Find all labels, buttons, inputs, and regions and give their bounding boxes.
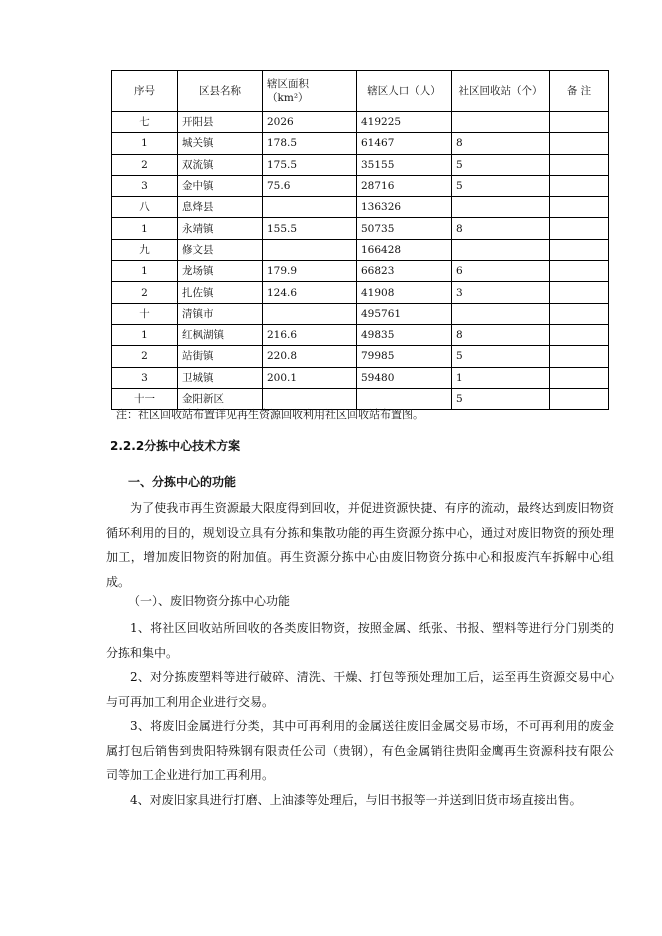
row-remarks [550, 175, 609, 196]
header-district: 区县名称 [178, 71, 263, 112]
table-row [112, 261, 609, 282]
table-row [112, 154, 609, 175]
row-stations: 5 [452, 388, 550, 409]
table-row [112, 346, 609, 367]
row-seq: 2 [112, 154, 178, 175]
row-remarks [550, 112, 609, 133]
row-district: 卫城镇 [178, 367, 263, 388]
row-area: 175.5 [263, 154, 357, 175]
row-area: 2026 [263, 112, 357, 133]
row-remarks [550, 197, 609, 218]
row-remarks [550, 261, 609, 282]
row-seq: 3 [112, 175, 178, 196]
table-row [112, 133, 609, 154]
district-recycling-table [111, 70, 609, 410]
table-row [112, 175, 609, 196]
row-area [263, 239, 357, 260]
row-area: 179.9 [263, 261, 357, 282]
table-row [112, 367, 609, 388]
row-area: 220.8 [263, 346, 357, 367]
row-stations: 8 [452, 218, 550, 239]
row-remarks [550, 324, 609, 345]
row-population: 59480 [357, 367, 452, 388]
row-seq: 1 [112, 218, 178, 239]
row-district: 修文县 [178, 239, 263, 260]
row-area [263, 197, 357, 218]
row-district: 城关镇 [178, 133, 263, 154]
table-row [112, 324, 609, 345]
row-stations: 5 [452, 154, 550, 175]
row-population: 79985 [357, 346, 452, 367]
table-row [112, 218, 609, 239]
row-remarks [550, 367, 609, 388]
row-area: 124.6 [263, 282, 357, 303]
table-row [112, 239, 609, 260]
row-district: 清镇市 [178, 303, 263, 324]
row-seq: 十 [112, 303, 178, 324]
row-remarks [550, 282, 609, 303]
row-remarks [550, 346, 609, 367]
row-seq: 3 [112, 367, 178, 388]
row-area: 200.1 [263, 367, 357, 388]
row-stations [452, 197, 550, 218]
row-remarks [550, 303, 609, 324]
row-remarks [550, 218, 609, 239]
row-stations: 8 [452, 133, 550, 154]
row-stations: 8 [452, 324, 550, 345]
row-population: 136326 [357, 197, 452, 218]
item-heading: （一）、废旧物资分拣中心功能 [128, 594, 291, 608]
row-district: 金中镇 [178, 175, 263, 196]
sub-heading: 一、分拣中心的功能 [128, 475, 237, 489]
table-header-row [112, 71, 609, 112]
row-stations [452, 112, 550, 133]
header-seq: 序号 [112, 71, 178, 112]
list-item-1: 1、将社区回收站所回收的各类废旧物资，按照金属、纸张、书报、塑料等进行分门别类的分拣和集中。 [106, 621, 614, 660]
row-district: 双流镇 [178, 154, 263, 175]
row-seq: 2 [112, 346, 178, 367]
row-population: 61467 [357, 133, 452, 154]
row-area: 178.5 [263, 133, 357, 154]
row-district: 息烽县 [178, 197, 263, 218]
row-district: 站街镇 [178, 346, 263, 367]
row-stations: 6 [452, 261, 550, 282]
row-seq: 2 [112, 282, 178, 303]
row-stations: 5 [452, 346, 550, 367]
row-district: 红枫湖镇 [178, 324, 263, 345]
header-area: 辖区面积 （km²） [263, 71, 357, 112]
row-remarks [550, 133, 609, 154]
header-population: 辖区人口（人） [357, 71, 452, 112]
row-seq: 七 [112, 112, 178, 133]
table-row [112, 197, 609, 218]
row-seq: 十一 [112, 388, 178, 409]
row-seq: 1 [112, 261, 178, 282]
header-remarks: 备 注 [550, 71, 609, 112]
table-body [112, 112, 609, 410]
row-area: 216.6 [263, 324, 357, 345]
list-item-3: 3、将废旧金属进行分类，其中可再利用的金属送往废旧金属交易市场，不可再利用的废金属打包后销售到贵阳特殊钢有限责任公司（贵钢），有色金属销往贵阳金鹰再生资源科技有限公司等加工企业进行加工再利用。 [106, 719, 614, 782]
intro-paragraph: 为了使我市再生资源最大限度得到回收，并促进资源快捷、有序的流动，最终达到废旧物资循环利用的目的，规划设立具有分拣和集散功能的再生资源分拣中心，通过对废旧物资的预处理加工，增加废旧物资的附加值。再生资源分拣中心由废旧物资分拣中心和报废汽车拆解中心组成。 [106, 501, 614, 589]
row-district: 金阳新区 [178, 388, 263, 409]
section-heading: 2.2.2分拣中心技术方案 [110, 439, 241, 453]
row-population: 41908 [357, 282, 452, 303]
row-stations: 1 [452, 367, 550, 388]
row-seq: 1 [112, 324, 178, 345]
row-population: 35155 [357, 154, 452, 175]
row-district: 龙场镇 [178, 261, 263, 282]
row-population: 419225 [357, 112, 452, 133]
row-remarks [550, 239, 609, 260]
row-seq: 八 [112, 197, 178, 218]
row-population: 49835 [357, 324, 452, 345]
row-district: 永靖镇 [178, 218, 263, 239]
row-remarks [550, 154, 609, 175]
row-stations [452, 239, 550, 260]
header-stations: 社区回收站（个） [452, 71, 550, 112]
row-seq: 九 [112, 239, 178, 260]
row-population: 495761 [357, 303, 452, 324]
table-note: 注：社区回收站布置详见再生资源回收利用社区回收站布置图。 [116, 408, 424, 421]
row-district: 开阳县 [178, 112, 263, 133]
row-seq: 1 [112, 133, 178, 154]
row-area [263, 303, 357, 324]
row-remarks [550, 388, 609, 409]
row-area: 75.6 [263, 175, 357, 196]
row-stations: 5 [452, 175, 550, 196]
table-row [112, 282, 609, 303]
row-area: 155.5 [263, 218, 357, 239]
row-population: 50735 [357, 218, 452, 239]
row-district: 扎佐镇 [178, 282, 263, 303]
table-row [112, 303, 609, 324]
row-stations [452, 303, 550, 324]
list-item-4: 4、对废旧家具进行打磨、上油漆等处理后，与旧书报等一并送到旧货市场直接出售。 [130, 793, 582, 807]
row-population: 28716 [357, 175, 452, 196]
table-row [112, 112, 609, 133]
row-population: 166428 [357, 239, 452, 260]
list-item-2: 2、对分拣废塑料等进行破碎、清洗、干燥、打包等预处理加工后，运至再生资源交易中心与可再加工利用企业进行交易。 [106, 670, 614, 709]
row-stations: 3 [452, 282, 550, 303]
row-population: 66823 [357, 261, 452, 282]
